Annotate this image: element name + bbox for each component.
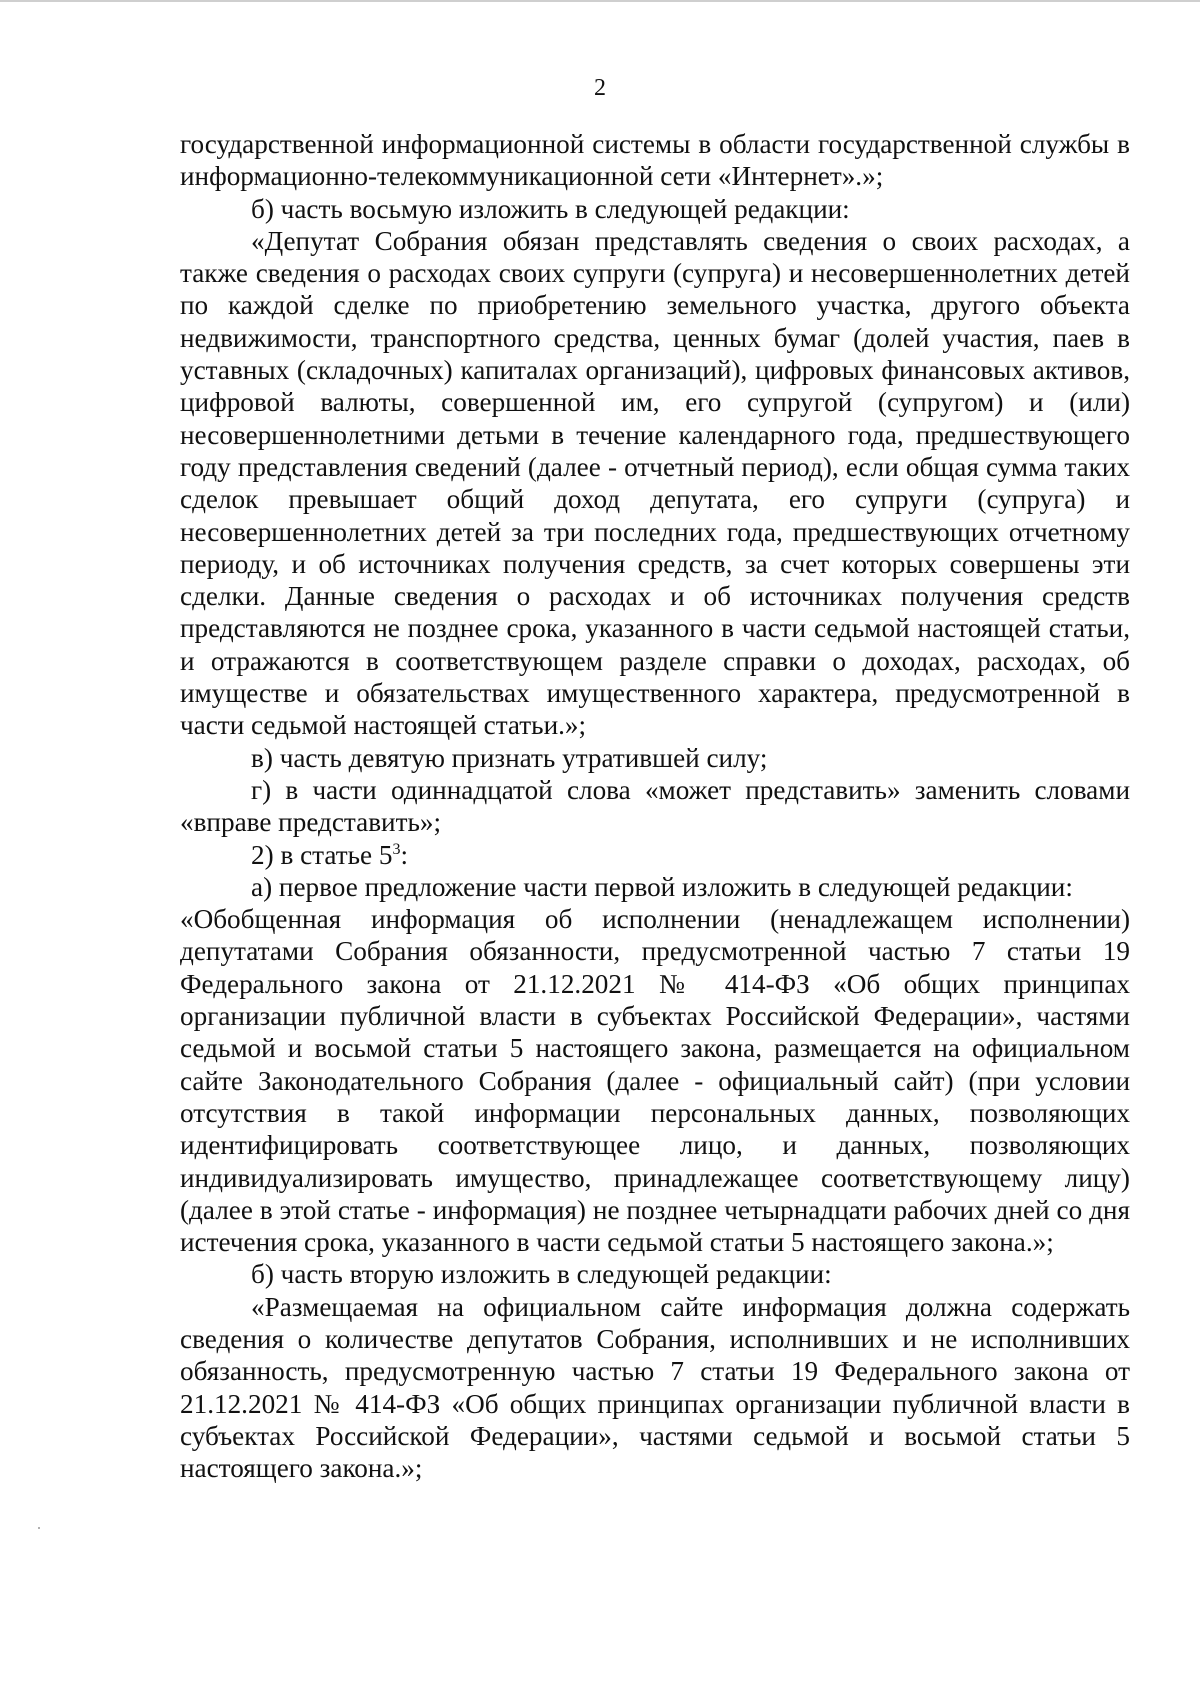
paragraph-continuation: государственной информационной системы в области государственной службы в информационно-телекоммуникационной сети «Интернет».»; <box>180 129 1130 192</box>
article-ref-text: 2) в статье 5 <box>251 839 393 870</box>
article-ref-tail: : <box>400 839 409 870</box>
paragraph-item-g-part-eleven: г) в части одиннадцатой слова «может представить» заменить словами «вправе представить»; <box>180 774 1130 838</box>
scan-speck <box>38 1527 40 1529</box>
paragraph-quote-summary-info: «Обобщенная информация об исполнении (ненадлежащем исполнении) депутатами Собрания обязанности, предусмотренной частью 7 статьи 19 Федерального закона от 21.12.2021 № 414-ФЗ «Об общих принципах организации публичной власти в субъектах Российской Федерации», частями седьмой и восьмой статьи 5 настоящего закона, размещается на официальном сайте Законодательного Собрания (далее - официальный сайт) (при условии отсутствия в такой информации персональных данных, позволяющих идентифицировать соответствующее лицо, и данных, позволяющих индивидуализировать имущество, принадлежащее соответствующему лицу) (далее в этой статье - информация) не позднее четырнадцати рабочих дней со дня истечения срока, указанного в части седьмой статьи 5 настоящего закона.»; <box>180 904 1130 1258</box>
paragraph-quote-deputy-duty: «Депутат Собрания обязан представлять сведения о своих расходах, а также сведения о расходах своих супруги (супруга) и несовершеннолетних детей по каждой сделке по приобретению земельного участка, другого объекта недвижимости, транспортного средства, ценных бумаг (долей участия, паев в уставных (складочных) капиталах организаций), цифровых финансовых активов, цифровой валюты, совершенной им, его супругой (супругом) и (или) несовершеннолетними детьми в течение календарного года, предшествующего году представления сведений (далее - отчетный период), если общая сумма таких сделок превышает общий доход депутата, его супруги (супруга) и несовершеннолетних детей за три последних года, предшествующих отчетному периоду, и об источниках получения средств, за счет которых совершены эти сделки. Данные сведения о расходах и об источниках получения средств представляются не позднее срока, указанного в части седьмой настоящей статьи, и отражаются в соответствующем разделе справки о доходах, расходах, об имуществе и обязательствах имущественного характера, предусмотренной в части седьмой настоящей статьи.»; <box>180 225 1130 741</box>
page-number: 2 <box>594 75 606 101</box>
paragraph-item-b-part-eight: б) часть восьмую изложить в следующей редакции: <box>251 193 850 224</box>
paragraph-item-2-article <box>180 839 1130 871</box>
paragraph-item-v-part-nine: в) часть девятую признать утратившей силу; <box>251 742 768 773</box>
paragraph-quote-posted-info: «Размещаемая на официальном сайте информация должна содержать сведения о количестве депутатов Собрания, исполнивших и не исполнивших обязанность, предусмотренную частью 7 статьи 19 Федерального закона от 21.12.2021 № 414-ФЗ «Об общих принципах организации публичной власти в субъектах Российской Федерации», частями седьмой и восьмой статьи 5 настоящего закона.»; <box>180 1291 1130 1484</box>
paragraph-item-b-part-two: б) часть вторую изложить в следующей редакции: <box>251 1259 832 1290</box>
article-superscript: 3 <box>392 840 401 858</box>
page-top-edge <box>0 0 1200 2</box>
document-body <box>180 128 1130 1484</box>
paragraph-item-a-first-sentence: а) первое предложение части первой изложить в следующей редакции: <box>251 871 1073 902</box>
